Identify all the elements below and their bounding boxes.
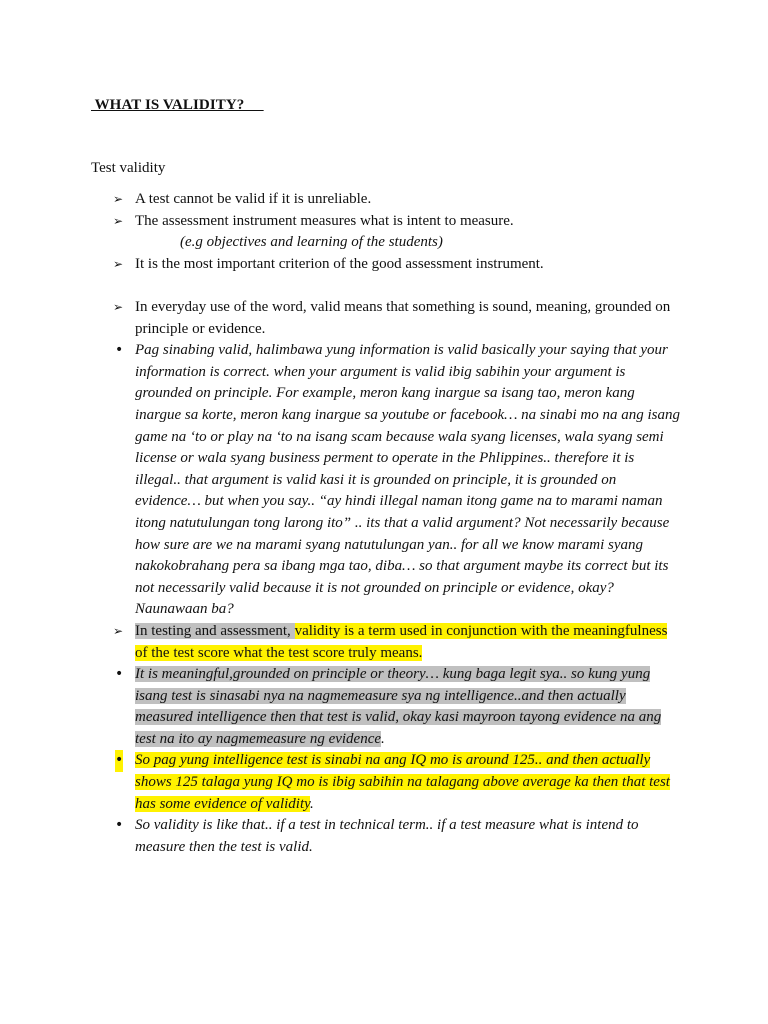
example-note: (e.g objectives and learning of the students) [180,234,443,251]
highlighted-text-yellow: validity is a term used in conjunction with the meaningfulness of the test score what the test score truly means. [135,622,668,661]
list-item [0,211,680,254]
list-item-text: Pag sinabing valid, halimbawa yung information is valid basically your saying that your information is correct. when your argument is valid ibig sabihin your argument is grounded on principle. For example, meron kang inargue sa isang tao, meron kang inargue sa korte, meron kang inargue sa youtube or facebook… na sinabi mo na ang isang game na ‘to or play na ‘to na isang scam because wala syang licenses, wala syang semi license or wala syang business perment to operate in the Phlippines.. therefore it is illegal.. that argument is valid kasi it is grounded on principle, it is grounded on evidence… but when you say.. “ay hindi illegal naman itong game na to marami naman itong natutulungan tong larong ito” .. its that a valid argument? Not necessarily because how sure are we na marami syang natutulungan yan.. for all we know marami syang nakokobrahang pera sa ibang mga tao, diba… so that argument maybe its correct but its not necessarily valid because it is not grounded on principle or evidence, okay? Naunawaan ba? [135,342,680,618]
arrow-bullet-icon: ➢ [113,213,124,228]
validity-list-2 [0,297,768,858]
highlighted-text-gray: It is meaningful,grounded on principle or theory… kung baga legit sya.. so kung yung isang test is sinasabi nya na nagmemeasure sya ng intelligence..and then actually measured intelligence then that test is valid, okay kasi mayroon tayong evidence na ang test na ito ay nagmemeasure ng evidence [135,666,662,747]
list-item-text: In everyday use of the word, valid means that something is sound, meaning, grounded on principle or evidence. [135,299,671,337]
highlighted-text-yellow: So pag yung intelligence test is sinabi na ang IQ mo is around 125.. and then actually shows 125 talaga yung IQ mo is ibig sabihin na talagang above average ka then that test has some evidence of validity [135,752,670,812]
round-bullet-icon: • [115,342,124,359]
arrow-bullet-icon: ➢ [113,192,124,206]
list-item [0,254,680,276]
list-item [0,340,680,621]
arrow-bullet-icon: ➢ [113,300,124,314]
round-bullet-icon: • [115,750,123,772]
section-heading: Test validity [91,160,166,176]
list-item-text: . [309,795,314,812]
list-item-text: . [381,730,385,747]
list-item [0,621,680,664]
list-item-text: So validity is like that.. if a test in technical term.. if a test measure what is intend to measure then the test is valid. [135,817,639,855]
list-item [0,297,680,340]
round-bullet-icon: • [115,666,124,683]
page-title: WHAT IS VALIDITY? [91,97,264,113]
round-bullet-icon: • [115,817,124,834]
validity-list-1 [0,189,768,275]
list-item [0,815,680,858]
list-item-text: It is the most important criterion of the good assessment instrument. [135,255,544,272]
arrow-bullet-icon: ➢ [113,623,124,638]
list-item [0,750,680,815]
list-item-text: The assessment instrument measures what is intent to measure. [135,212,514,229]
list-item-text: A test cannot be valid if it is unreliable. [135,191,372,207]
highlighted-text-gray: In testing and assessment, [135,622,295,639]
arrow-bullet-icon: ➢ [113,256,124,271]
list-item [0,189,680,211]
list-item [0,664,680,750]
